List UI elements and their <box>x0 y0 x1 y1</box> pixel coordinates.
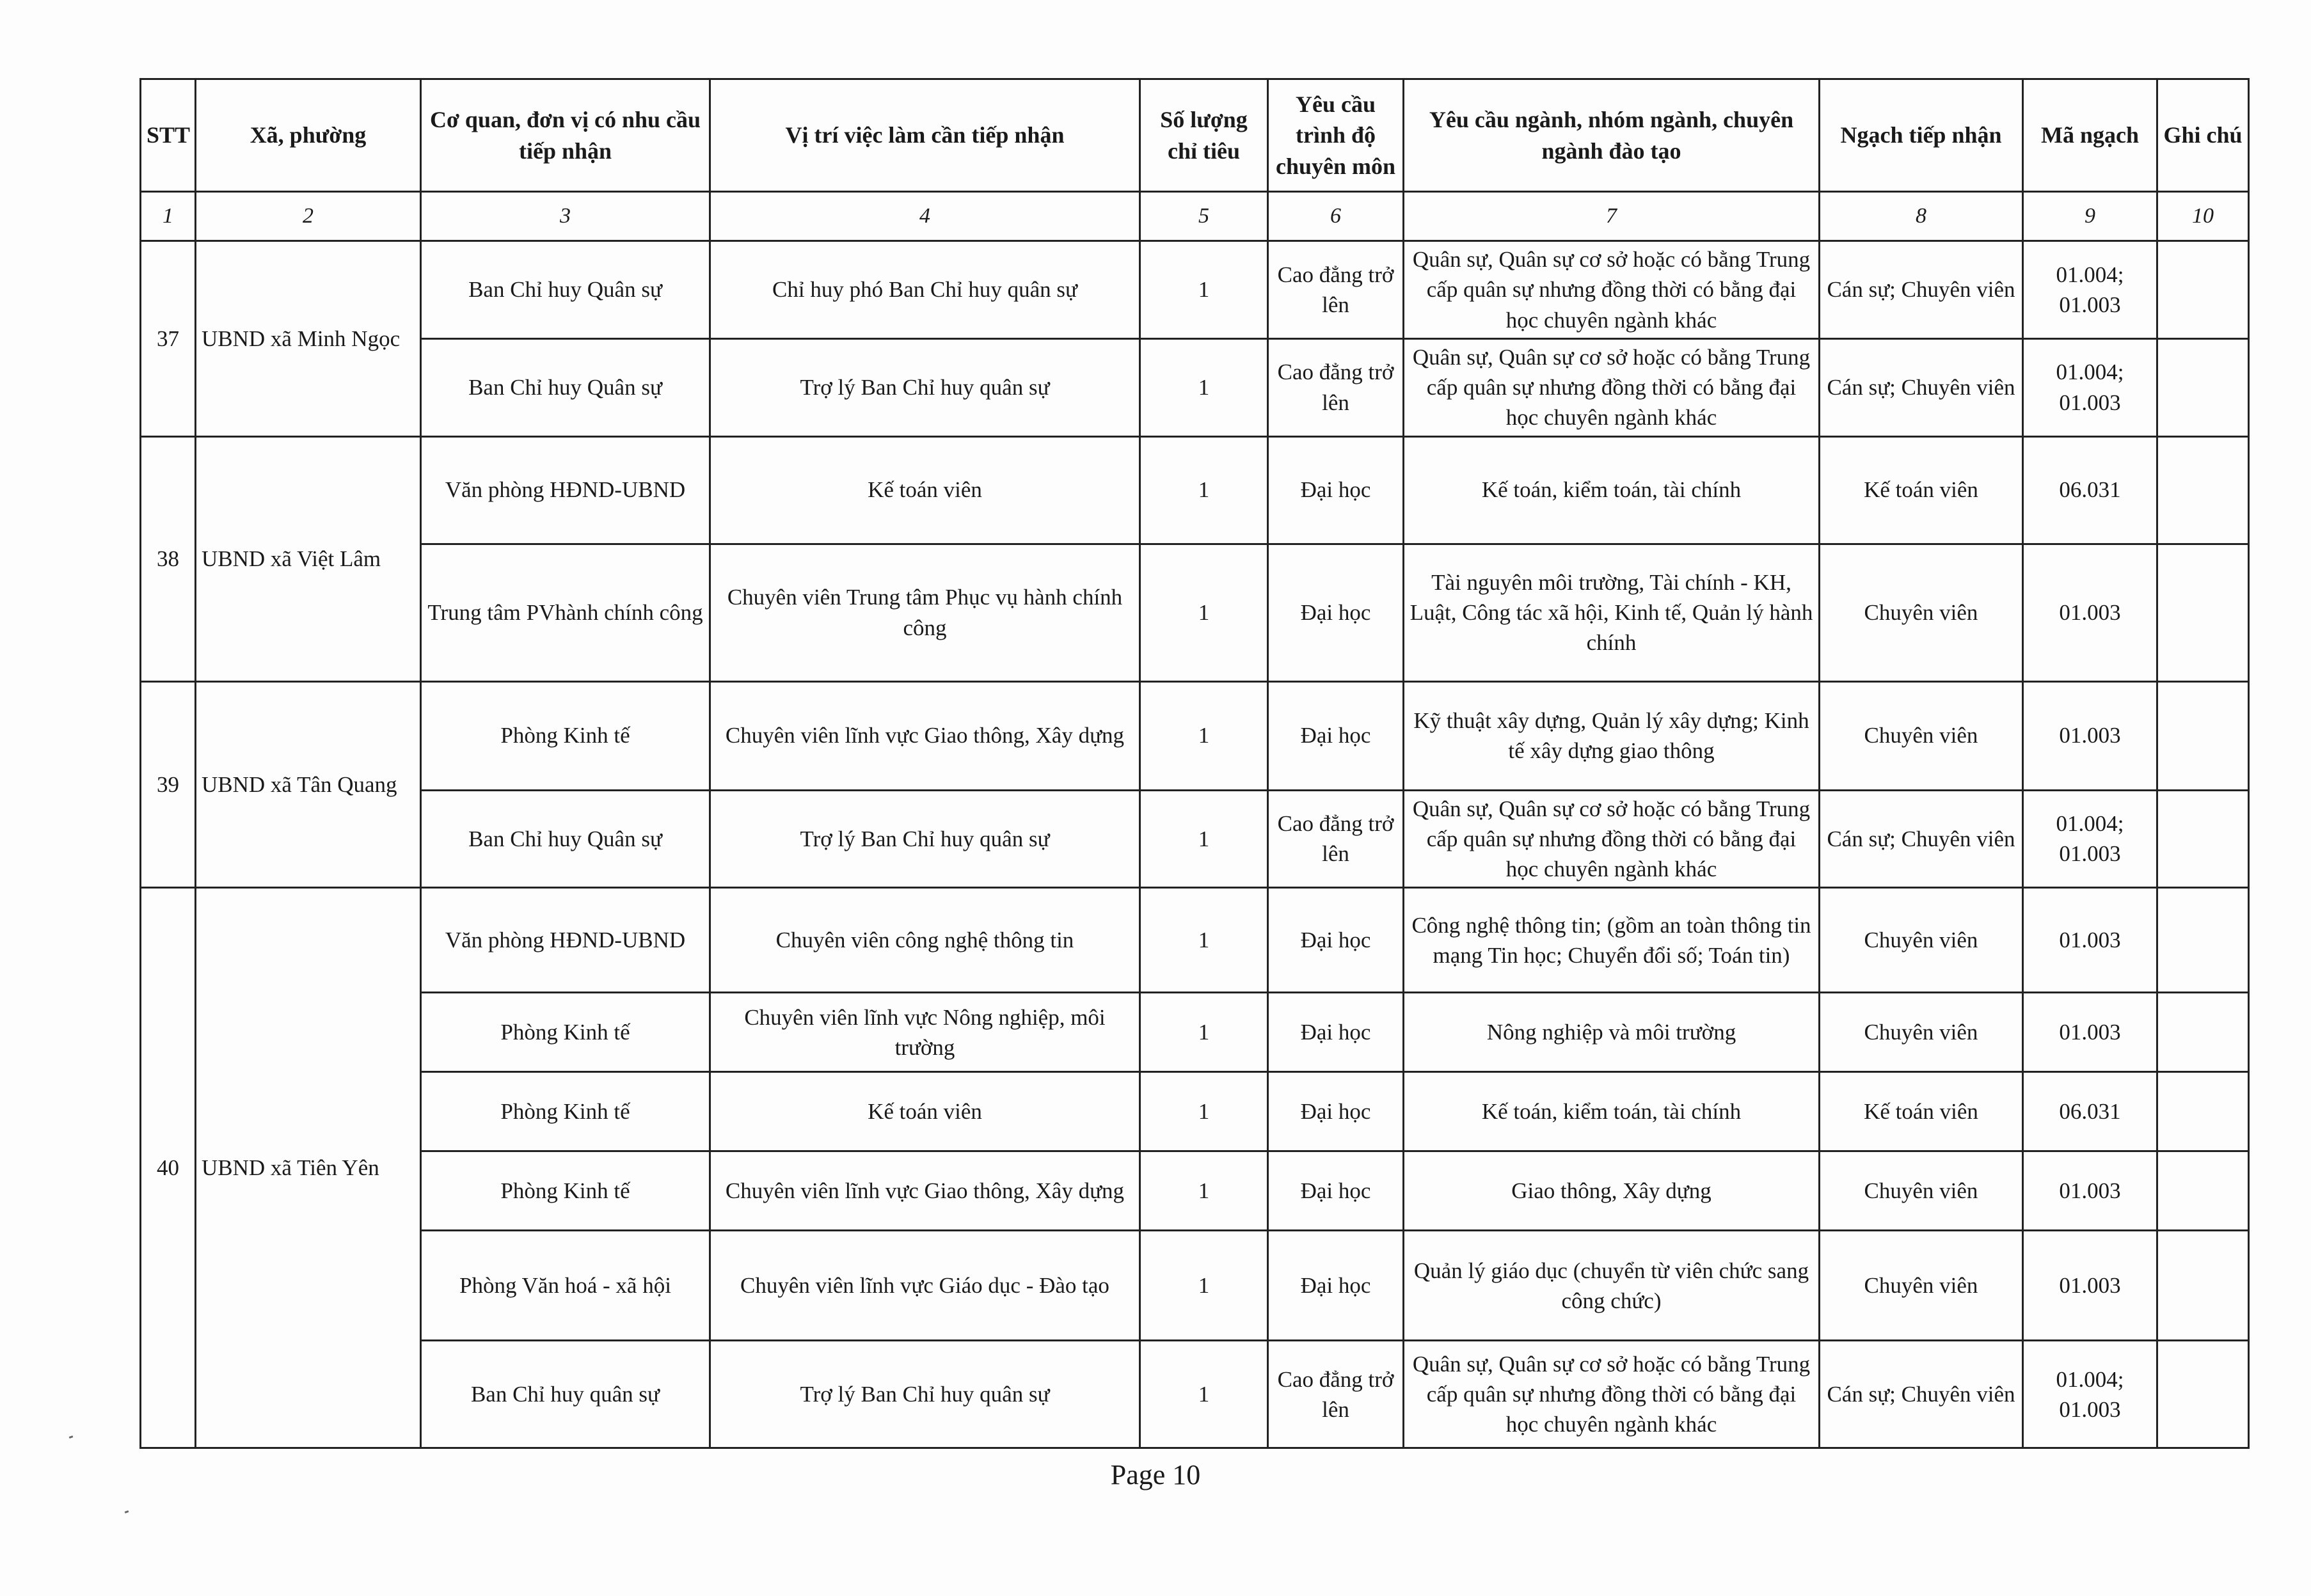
scan-speck <box>125 1510 129 1513</box>
note-cell <box>2157 1341 2249 1448</box>
level-cell: Cao đẳng trở lên <box>1268 338 1404 436</box>
table-row <box>141 1072 2249 1151</box>
rank-cell: Kế toán viên <box>1820 436 2023 544</box>
rank-cell: Chuyên viên <box>1820 1151 2023 1231</box>
code-cell: 01.003 <box>2023 888 2157 993</box>
agency-cell: Văn phòng HĐND-UBND <box>421 888 710 993</box>
table-row <box>141 436 2249 544</box>
level-cell: Đại học <box>1268 1151 1404 1231</box>
level-cell: Đại học <box>1268 1231 1404 1341</box>
level-cell: Đại học <box>1268 993 1404 1072</box>
rank-cell: Chuyên viên <box>1820 993 2023 1072</box>
table-row <box>141 544 2249 681</box>
column-number: 10 <box>2157 192 2249 241</box>
rank-cell: Chuyên viên <box>1820 888 2023 993</box>
position-cell: Chỉ huy phó Ban Chỉ huy quân sự <box>710 241 1140 339</box>
column-number: 2 <box>196 192 421 241</box>
note-cell <box>2157 993 2249 1072</box>
code-cell: 01.003 <box>2023 544 2157 681</box>
level-cell: Cao đẳng trở lên <box>1268 241 1404 339</box>
rank-cell: Kế toán viên <box>1820 1072 2023 1151</box>
code-cell: 06.031 <box>2023 436 2157 544</box>
position-cell: Trợ lý Ban Chỉ huy quân sự <box>710 1341 1140 1448</box>
level-cell: Cao đẳng trở lên <box>1268 1341 1404 1448</box>
stt-cell: 40 <box>141 888 196 1448</box>
note-cell <box>2157 1151 2249 1231</box>
header-agency: Cơ quan, đơn vị có nhu cầu tiếp nhận <box>421 79 710 192</box>
note-cell <box>2157 790 2249 888</box>
code-cell: 01.003 <box>2023 1151 2157 1231</box>
header-level: Yêu cầu trình độ chuyên môn <box>1268 79 1404 192</box>
header-note: Ghi chú <box>2157 79 2249 192</box>
agency-cell: Phòng Kinh tế <box>421 1151 710 1231</box>
table-row <box>141 1151 2249 1231</box>
column-number: 1 <box>141 192 196 241</box>
quantity-cell: 1 <box>1140 436 1268 544</box>
commune-cell: UBND xã Tiên Yên <box>196 888 421 1448</box>
rank-cell: Chuyên viên <box>1820 681 2023 790</box>
column-number: 6 <box>1268 192 1404 241</box>
stt-cell: 39 <box>141 681 196 888</box>
quantity-cell: 1 <box>1140 1072 1268 1151</box>
agency-cell: Văn phòng HĐND-UBND <box>421 436 710 544</box>
note-cell <box>2157 338 2249 436</box>
column-number: 3 <box>421 192 710 241</box>
code-cell: 01.004; 01.003 <box>2023 790 2157 888</box>
code-cell: 01.003 <box>2023 1231 2157 1341</box>
rank-cell: Cán sự; Chuyên viên <box>1820 790 2023 888</box>
header-code: Mã ngạch <box>2023 79 2157 192</box>
table-row <box>141 1231 2249 1341</box>
quantity-cell: 1 <box>1140 993 1268 1072</box>
note-cell <box>2157 888 2249 993</box>
header-rank: Ngạch tiếp nhận <box>1820 79 2023 192</box>
header-stt: STT <box>141 79 196 192</box>
major-cell: Công nghệ thông tin; (gồm an toàn thông tin mạng Tin học; Chuyển đổi số; Toán tin) <box>1404 888 1820 993</box>
column-number-row <box>141 192 2249 241</box>
table-row <box>141 790 2249 888</box>
major-cell: Quân sự, Quân sự cơ sở hoặc có bằng Trung cấp quân sự nhưng đồng thời có bằng đại học chuyên ngành khác <box>1404 1341 1820 1448</box>
note-cell <box>2157 544 2249 681</box>
column-number: 7 <box>1404 192 1820 241</box>
quantity-cell: 1 <box>1140 1231 1268 1341</box>
level-cell: Đại học <box>1268 436 1404 544</box>
column-number: 4 <box>710 192 1140 241</box>
header-commune: Xã, phường <box>196 79 421 192</box>
table-row <box>141 241 2249 339</box>
code-cell: 01.003 <box>2023 993 2157 1072</box>
major-cell: Quản lý giáo dục (chuyển từ viên chức sang công chức) <box>1404 1231 1820 1341</box>
position-cell: Kế toán viên <box>710 1072 1140 1151</box>
table-row <box>141 338 2249 436</box>
level-cell: Đại học <box>1268 888 1404 993</box>
rank-cell: Chuyên viên <box>1820 1231 2023 1341</box>
quantity-cell: 1 <box>1140 681 1268 790</box>
level-cell: Đại học <box>1268 681 1404 790</box>
rank-cell: Cán sự; Chuyên viên <box>1820 338 2023 436</box>
note-cell <box>2157 436 2249 544</box>
agency-cell: Trung tâm PVhành chính công <box>421 544 710 681</box>
quantity-cell: 1 <box>1140 1341 1268 1448</box>
position-cell: Chuyên viên lĩnh vực Giao thông, Xây dựng <box>710 1151 1140 1231</box>
recruitment-table <box>139 78 2250 1449</box>
scan-speck <box>69 1435 74 1439</box>
header-major: Yêu cầu ngành, nhóm ngành, chuyên ngành đào tạo <box>1404 79 1820 192</box>
code-cell: 06.031 <box>2023 1072 2157 1151</box>
stt-cell: 38 <box>141 436 196 681</box>
header-quantity: Số lượng chỉ tiêu <box>1140 79 1268 192</box>
agency-cell: Ban Chỉ huy quân sự <box>421 1341 710 1448</box>
position-cell: Kế toán viên <box>710 436 1140 544</box>
level-cell: Đại học <box>1268 1072 1404 1151</box>
agency-cell: Ban Chỉ huy Quân sự <box>421 790 710 888</box>
header-row <box>141 79 2249 192</box>
code-cell: 01.004; 01.003 <box>2023 338 2157 436</box>
column-number: 9 <box>2023 192 2157 241</box>
note-cell <box>2157 1072 2249 1151</box>
table-row <box>141 681 2249 790</box>
major-cell: Kỹ thuật xây dựng, Quản lý xây dựng; Kinh tế xây dựng giao thông <box>1404 681 1820 790</box>
major-cell: Quân sự, Quân sự cơ sở hoặc có bằng Trung cấp quân sự nhưng đồng thời có bằng đại học chuyên ngành khác <box>1404 241 1820 339</box>
quantity-cell: 1 <box>1140 888 1268 993</box>
table-row <box>141 888 2249 993</box>
position-cell: Chuyên viên lĩnh vực Nông nghiệp, môi trường <box>710 993 1140 1072</box>
code-cell: 01.003 <box>2023 681 2157 790</box>
position-cell: Trợ lý Ban Chỉ huy quân sự <box>710 790 1140 888</box>
agency-cell: Ban Chỉ huy Quân sự <box>421 241 710 339</box>
agency-cell: Phòng Kinh tế <box>421 993 710 1072</box>
agency-cell: Phòng Kinh tế <box>421 681 710 790</box>
major-cell: Kế toán, kiểm toán, tài chính <box>1404 1072 1820 1151</box>
commune-cell: UBND xã Việt Lâm <box>196 436 421 681</box>
major-cell: Kế toán, kiểm toán, tài chính <box>1404 436 1820 544</box>
quantity-cell: 1 <box>1140 1151 1268 1231</box>
major-cell: Giao thông, Xây dựng <box>1404 1151 1820 1231</box>
header-position: Vị trí việc làm cần tiếp nhận <box>710 79 1140 192</box>
rank-cell: Cán sự; Chuyên viên <box>1820 1341 2023 1448</box>
position-cell: Chuyên viên Trung tâm Phục vụ hành chính công <box>710 544 1140 681</box>
quantity-cell: 1 <box>1140 338 1268 436</box>
table-row <box>141 993 2249 1072</box>
level-cell: Cao đẳng trở lên <box>1268 790 1404 888</box>
code-cell: 01.004; 01.003 <box>2023 241 2157 339</box>
note-cell <box>2157 681 2249 790</box>
page-number: Page 10 <box>1110 1459 1201 1490</box>
major-cell: Nông nghiệp và môi trường <box>1404 993 1820 1072</box>
commune-cell: UBND xã Minh Ngọc <box>196 241 421 437</box>
position-cell: Chuyên viên lĩnh vực Giao thông, Xây dựng <box>710 681 1140 790</box>
rank-cell: Chuyên viên <box>1820 544 2023 681</box>
commune-cell: UBND xã Tân Quang <box>196 681 421 888</box>
level-cell: Đại học <box>1268 544 1404 681</box>
note-cell <box>2157 1231 2249 1341</box>
rank-cell: Cán sự; Chuyên viên <box>1820 241 2023 339</box>
position-cell: Trợ lý Ban Chỉ huy quân sự <box>710 338 1140 436</box>
position-cell: Chuyên viên lĩnh vực Giáo dục - Đào tạo <box>710 1231 1140 1341</box>
quantity-cell: 1 <box>1140 544 1268 681</box>
agency-cell: Phòng Văn hoá - xã hội <box>421 1231 710 1341</box>
agency-cell: Phòng Kinh tế <box>421 1072 710 1151</box>
agency-cell: Ban Chỉ huy Quân sự <box>421 338 710 436</box>
position-cell: Chuyên viên công nghệ thông tin <box>710 888 1140 993</box>
note-cell <box>2157 241 2249 339</box>
table-row <box>141 1341 2249 1448</box>
code-cell: 01.004; 01.003 <box>2023 1341 2157 1448</box>
stt-cell: 37 <box>141 241 196 437</box>
major-cell: Quân sự, Quân sự cơ sở hoặc có bằng Trung cấp quân sự nhưng đồng thời có bằng đại học chuyên ngành khác <box>1404 790 1820 888</box>
column-number: 5 <box>1140 192 1268 241</box>
major-cell: Tài nguyên môi trường, Tài chính - KH, Luật, Công tác xã hội, Kinh tế, Quản lý hành chính <box>1404 544 1820 681</box>
column-number: 8 <box>1820 192 2023 241</box>
major-cell: Quân sự, Quân sự cơ sở hoặc có bằng Trung cấp quân sự nhưng đồng thời có bằng đại học chuyên ngành khác <box>1404 338 1820 436</box>
quantity-cell: 1 <box>1140 241 1268 339</box>
quantity-cell: 1 <box>1140 790 1268 888</box>
table-body <box>141 241 2249 1448</box>
